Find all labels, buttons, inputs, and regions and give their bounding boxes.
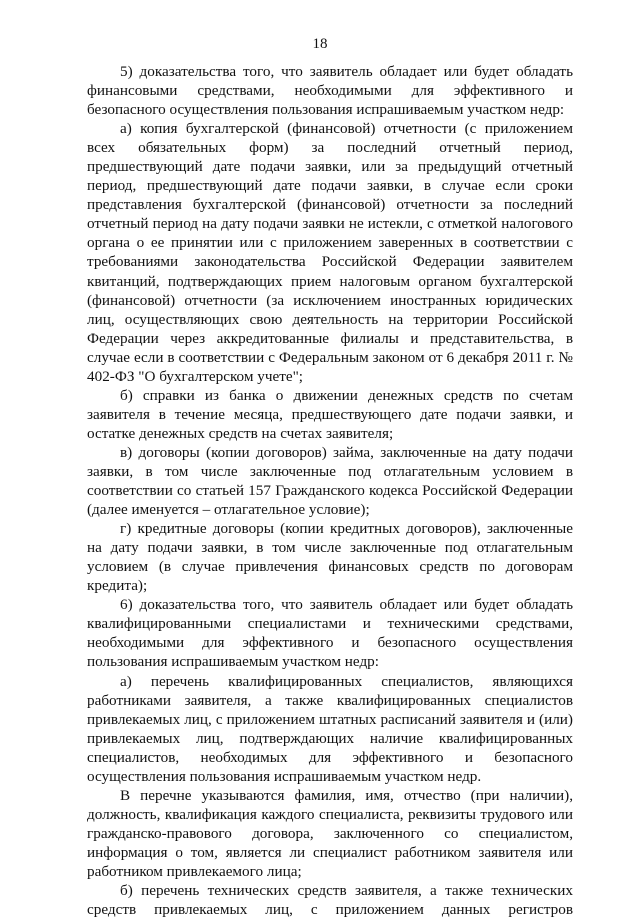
paragraph-list-details: В перечне указываются фамилия, имя, отчество (при наличии), должность, квалификация каждого специалиста, реквизиты трудового или гражданско-правового договора, заключенного со специалистом, информация о том, является ли специалист работником заявителя или работником привлекаемого лица; (87, 786, 573, 880)
paragraph-item-6: 6) доказательства того, что заявитель обладает или будет обладать квалифицированными специалистами и техническими средствами, необходимыми для эффективного и безопасного осуществления пользования испрашиваемым участком недр: (87, 596, 573, 671)
paragraph-subitem-5v: в) договоры (копии договоров) займа, заключенные на дату подачи заявки, в том числе заключенные под отлагательным условием в соответствии со статьей 157 Гражданского кодекса Российской Федерации (далее именуется – отлагательное условие); (87, 443, 573, 519)
paragraph-subitem-5g: г) кредитные договоры (копии кредитных договоров), заключенные на дату подачи заявки, в том числе заключенные под отлагательным условием (в случае привлечения финансовых средств по договорам кредита); (87, 520, 573, 595)
paragraph-subitem-5a: а) копия бухгалтерской (финансовой) отчетности (с приложением всех обязательных форм) за последний отчетный период, предшествующий дате подачи заявки, или за предыдущий отчетный период, предшествующий дате подачи заявки, в случае если сроки представления бухгалтерской (финансовой) отчетности за последний отчетный период на дату подачи заявки не истекли, с отметкой налогового органа о ее принятии или с приложением заверенных в соответствии с требованиями законодательства Российской Федерации заявителем квитанций, подтверждающих прием налоговым органом бухгалтерской (финансовой) отчетности (за исключением иностранных юридических лиц, осуществляющих свою деятельность на территории Российской Федерации через аккредитованные филиалы и представительства, в случае если в соответствии с Федеральным законом от 6 декабря 2011 г. № 402-ФЗ "О бухгалтерском учете"; (87, 120, 573, 385)
paragraph-item-5: 5) доказательства того, что заявитель обладает или будет обладать финансовыми средствами, необходимыми для эффективного и безопасного осуществления пользования испрашиваемым участком недр: (87, 63, 573, 119)
paragraph-subitem-5b: б) справки из банка о движении денежных средств по счетам заявителя в течение месяца, предшествующего дате подачи заявки, и остатке денежных средств на счетах заявителя; (87, 386, 573, 442)
body-text (87, 62, 573, 919)
paragraph-subitem-6a: а) перечень квалифицированных специалистов, являющихся работниками заявителя, а также квалифицированных специалистов привлекаемых лиц, с приложением штатных расписаний заявителя и (или) привлекаемых лиц, подтверждающих наличие квалифицированных специалистов, необходимых для эффективного и безопасного осуществления пользования испрашиваемым участком недр. (87, 672, 573, 785)
paragraph-subitem-6b: б) перечень технических средств заявителя, а также технических средств привлекаемых лиц, с приложением данных регистров (87, 882, 573, 919)
page-number: 18 (312, 36, 328, 52)
